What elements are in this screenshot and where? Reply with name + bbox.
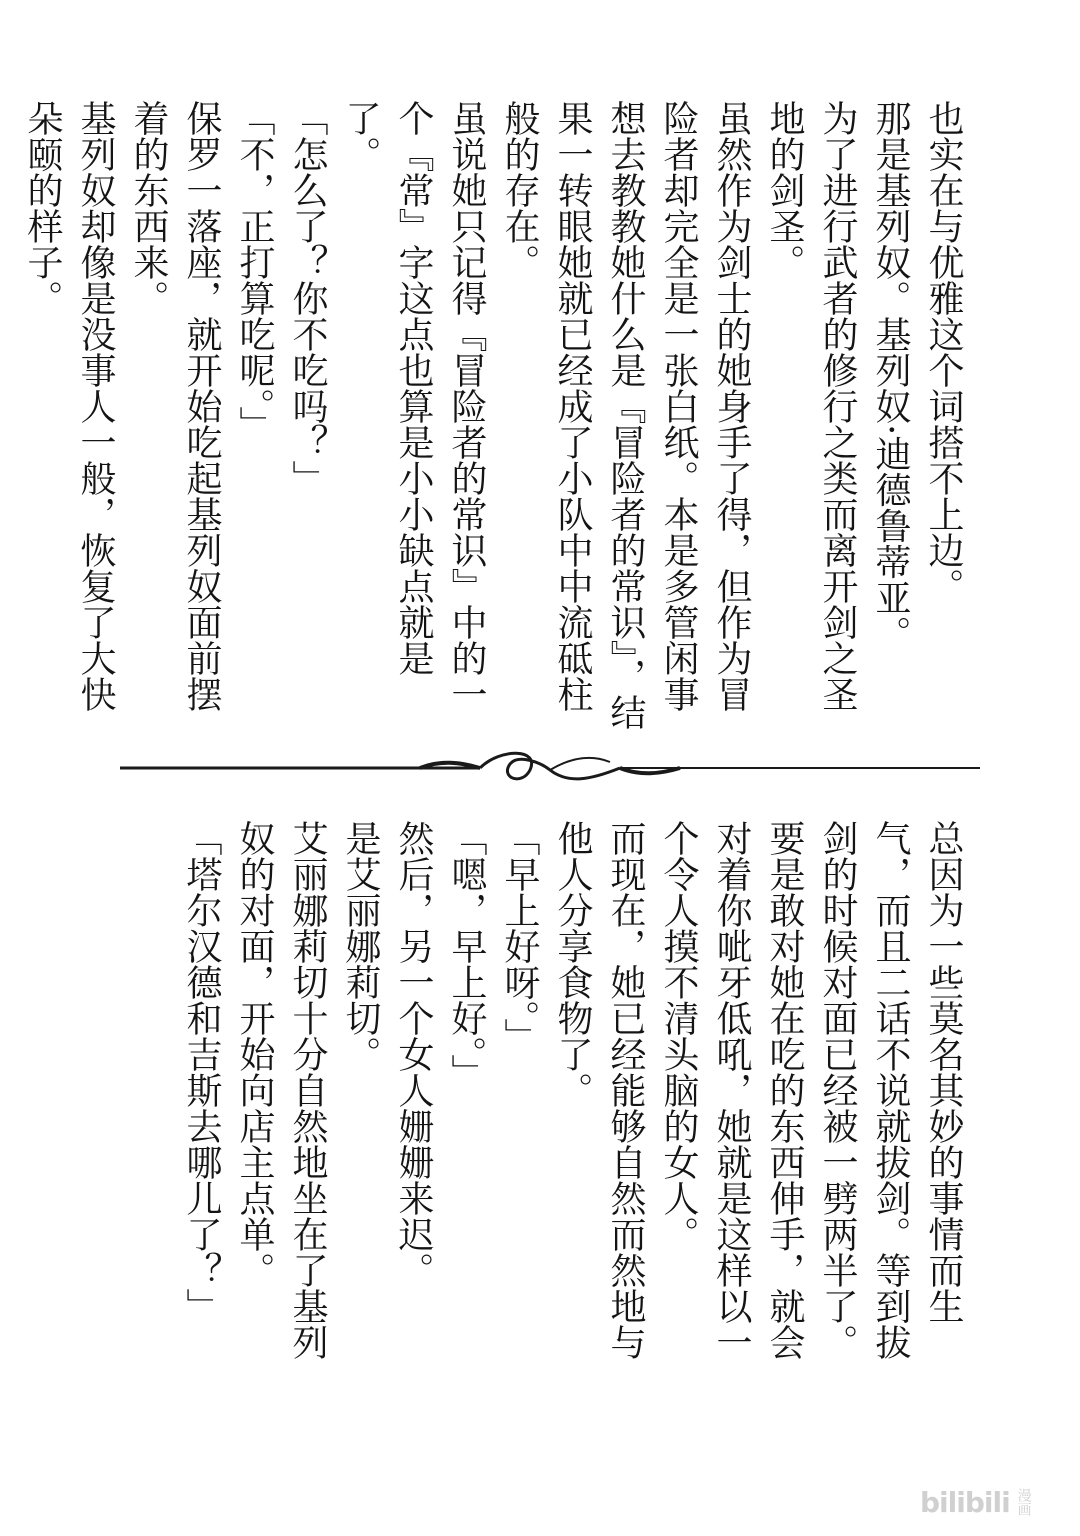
paragraph: 「不，正打算吃呢。」 (234, 100, 275, 442)
paragraph: 为了进行武者的修行之类而离开剑之圣地的剑圣。 (764, 100, 858, 712)
top-vertical-text (16, 100, 970, 740)
paragraph: 虽说她只记得『冒险者的常识』中的一个『常』字这点也算是小小缺点就是了。 (340, 100, 487, 712)
paragraph: 虽然作为剑士的她身手了得，但作为冒险者却完全是一张白纸。本是多管闲事想去教教她什么是『冒险者的常识』，结果一转眼她就已经成了小队中中流砥柱般的存在。 (499, 100, 752, 730)
watermark-tag: 漫画 (1015, 1488, 1032, 1516)
paragraph: 基列奴却像是没事人一般，恢复了大快朵颐的样子。 (22, 100, 116, 712)
paragraph: 「怎么了？你不吃吗？」 (287, 100, 328, 496)
top-text-block (22, 100, 1020, 740)
bottom-text-block (60, 820, 1020, 1380)
bottom-vertical-text (175, 820, 970, 1380)
bilibili-watermark-logo (920, 1482, 1040, 1522)
paragraph: 而现在，她已经能够自然而然地与他人分享食物了。 (552, 820, 646, 1360)
paragraph: 总因为一些莫名其妙的事情而生气，而且二话不说就拔剑。等到拔剑的时候对面已经被一劈两半了。 (817, 820, 964, 1360)
paragraph: 「嗯，早上好。」 (446, 820, 487, 1090)
paragraph: 保罗一落座，就开始吃起基列奴面前摆着的东西来。 (128, 100, 222, 712)
watermark-wordmark: bilibili (920, 1485, 1010, 1519)
ornamental-divider (120, 740, 980, 800)
paragraph: 「早上好呀。」 (499, 820, 540, 1054)
paragraph: 也实在与优雅这个词搭不上边。 (923, 100, 964, 604)
paragraph: 「塔尔汉德和吉斯去哪儿了？」 (181, 820, 222, 1324)
paragraph: 然后，另一个女人姗姗来迟。 (393, 820, 434, 1288)
paragraph: 那是基列奴。基列奴·迪德鲁蒂亚。 (870, 100, 911, 652)
paragraph: 艾丽娜莉切十分自然地坐在了基列奴的对面，开始向店主点单。 (234, 820, 328, 1360)
paragraph: 是艾丽娜莉切。 (340, 820, 381, 1072)
paragraph: 要是敢对她在吃的东西伸手，就会对着你呲牙低吼，她就是这样以一个令人摸不清头脑的女人。 (658, 820, 805, 1360)
